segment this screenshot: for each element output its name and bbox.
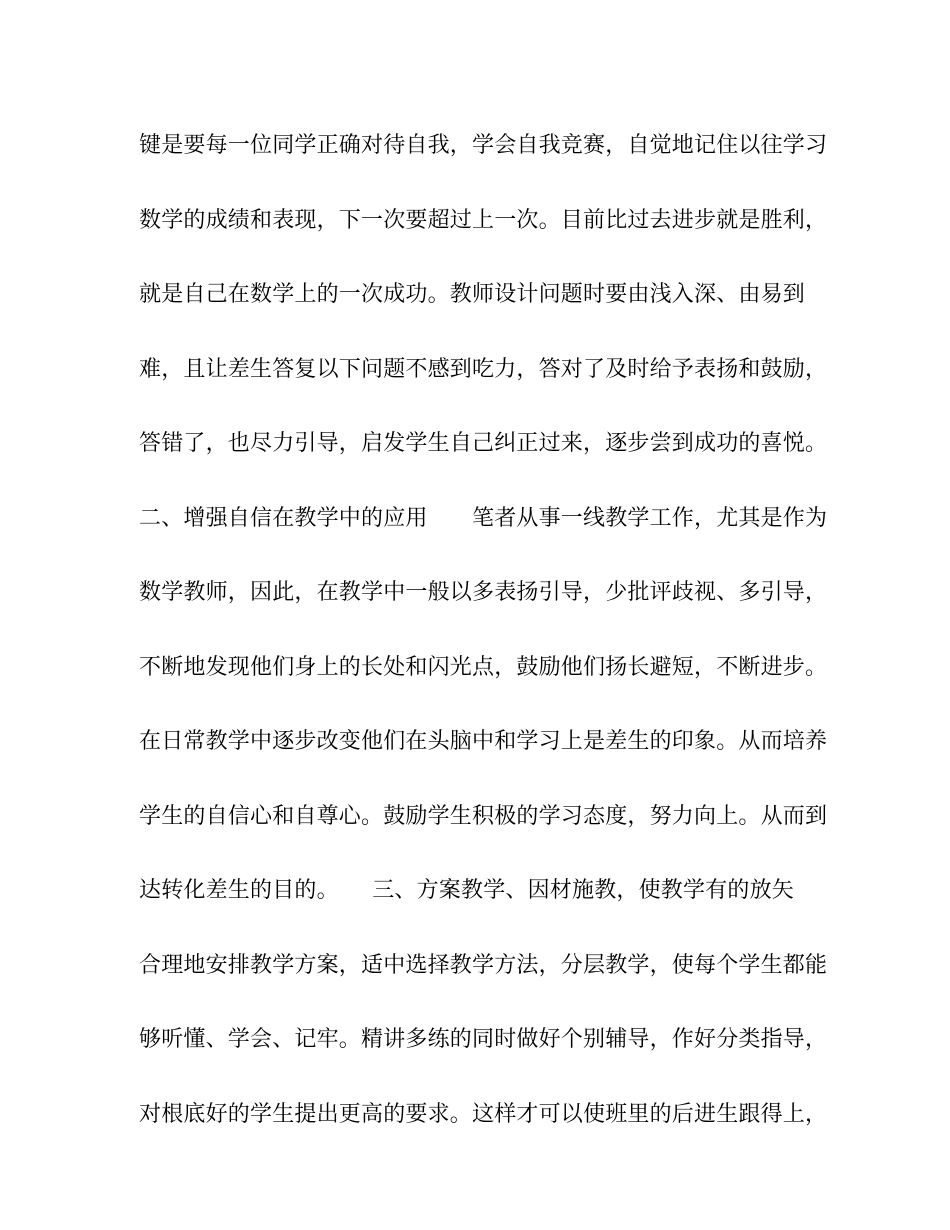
text-line: 数学的成绩和表现，下一次要超过上一次。目前比过去进步就是胜利， xyxy=(139,207,828,233)
text-line: 二、增强自信在教学中的应用 笔者从事一线教学工作，尤其是作为 xyxy=(139,505,828,531)
text-line: 键是要每一位同学正确对待自我，学会自我竞赛，自觉地记住以往学习 xyxy=(139,133,828,158)
text-line: 在日常教学中逐步改变他们在头脑中和学习上是差生的印象。从而培养 xyxy=(139,729,828,754)
text-line: 不断地发现他们身上的长处和闪光点，鼓励他们扬长避短，不断进步。 xyxy=(139,654,828,680)
body-text xyxy=(139,120,828,1163)
text-line: 对根底好的学生提出更高的要求。这样才可以使班里的后进生跟得上， xyxy=(139,1101,828,1127)
text-line: 答错了，也尽力引导，启发学生自己纠正过来，逐步尝到成功的喜悦。 xyxy=(139,431,828,456)
text-line: 够听懂、学会、记牢。精讲多练的同时做好个别辅导，作好分类指导， xyxy=(139,1027,828,1052)
text-line: 难，且让差生答复以下问题不感到吃力，答对了及时给予表扬和鼓励， xyxy=(139,356,828,382)
text-line: 学生的自信心和自尊心。鼓励学生积极的学习态度，努力向上。从而到 xyxy=(139,803,828,829)
text-line: 合理地安排教学方案，适中选择教学方法，分层教学，使每个学生都能 xyxy=(139,952,828,978)
text-line: 就是自己在数学上的一次成功。教师设计问题时要由浅入深、由易到 xyxy=(139,282,806,307)
text-line: 达转化差生的目的。 三、方案教学、因材施教，使教学有的放矢 xyxy=(139,878,795,903)
text-line: 数学教师，因此，在教学中一般以多表扬引导，少批评歧视、多引导， xyxy=(139,580,828,605)
